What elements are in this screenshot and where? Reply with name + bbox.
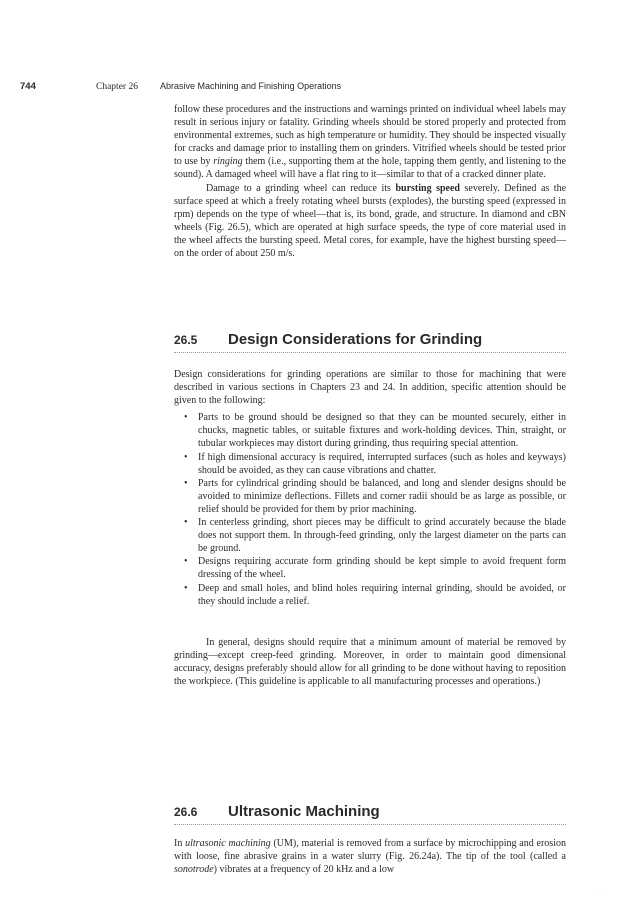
list-item: • If high dimensional accuracy is required, interrupted surfaces (such as holes and keyways) should be avoided, as they can cause vibrations and chatter. — [184, 451, 566, 476]
list-item: • Deep and small holes, and blind holes requiring internal grinding, should be avoided, or they should include a relief. — [184, 582, 566, 607]
running-head — [20, 79, 341, 93]
bullet-icon: • — [184, 517, 188, 529]
section-heading-26-6 — [174, 802, 566, 825]
list-item: • Parts for cylindrical grinding should be balanced, and long and slender designs should be avoided to minimize deflections. Fillets and corner radii should be as large as possible, or relief should be provided for them by prior machining. — [184, 477, 566, 515]
section-26-6-body — [174, 837, 566, 876]
bullet-icon: • — [184, 477, 188, 489]
bullet-icon: • — [184, 556, 188, 568]
design-guidelines-list — [174, 411, 566, 607]
list-item: • In centerless grinding, short pieces may be difficult to grind accurately because the blade does not support them. In through-feed grinding, only the largest diameter on the parts can be ground. — [184, 517, 566, 555]
term-sonotrode: sonotrode — [174, 864, 214, 876]
list-item: • Parts to be ground should be designed so that they can be mounted securely, either in chucks, magnetic tables, or suitable fixtures and work-holding devices. Thin, straight, or tubular workpieces may distort during grinding, thus requiring special attention. — [184, 412, 566, 450]
bullet-icon: • — [184, 582, 188, 594]
paragraph-safety: follow these procedures and the instructions and warnings printed on individual wheel labels may result in serious injury or fatality. Grinding wheels should be stored properly and protected from environmental extremes, such as high temperature or humidity. They should be inspected visually for cracks and damage prior to installing them on grinders. Vitrified wheels should be tested prior to use by ringing them (i.e., supporting them at the hole, tapping them gently, and listening to the sound). A damaged wheel will have a flat ring to it—similar to that of a cracked dinner plate. — [174, 104, 566, 181]
section-intro: Design considerations for grinding operations are similar to those for machining that were described in various sections in Chapters 23 and 24. In addition, specific attention should be given to the following: — [174, 369, 566, 407]
chapter-label: Chapter 26 — [96, 82, 138, 92]
term-ultrasonic-machining: ultrasonic machining — [185, 838, 271, 849]
term-bursting-speed: bursting speed — [395, 182, 460, 194]
bullet-icon: • — [184, 451, 188, 463]
scan-mark: . — [599, 889, 601, 895]
section-26-5-body — [174, 368, 566, 608]
section-heading-26-5 — [174, 330, 566, 353]
paragraph-bursting-speed: Damage to a grinding wheel can reduce its bursting speed severely. Defined as the surface speed at which a freely rotating wheel bursts (explodes), the bursting speed (expressed in rpm) depends on the type of wheel—that is, its bond, grade, and structure. In diamond and cBN wheels (Fig. 26.5), which are operated at high surface speeds, the type of core material used in the wheel affects the bursting speed. Metal cores, for example, have the highest bursting speed—on the order of about 250 m/s. — [174, 182, 567, 260]
section-title: Design Considerations for Grinding — [228, 331, 483, 348]
closing-paragraph: In general, designs should require that a minimum amount of material be removed by grinding—except creep-feed grinding. Moreover, in order to maintain good dimensional accuracy, designs preferably should allow for all grinding to be done without having to reposition the workpiece. (This guideline is applicable to all manufacturing processes and operations.) — [174, 637, 566, 688]
bullet-icon: • — [184, 412, 188, 424]
list-item: • Designs requiring accurate form grinding should be kept simple to avoid frequent form dressing of the wheel. — [184, 556, 566, 581]
paragraph-ultrasonic: In ultrasonic machining (UM), material is removed from a surface by microchipping and erosion with loose, fine abrasive grains in a water slurry (Fig. 26.24a). The tip of the tool (called a sonotrode) vibrates at a frequency of 20 kHz and a low — [174, 838, 566, 876]
section-26-5-closing — [174, 636, 566, 688]
section-title: Ultrasonic Machining — [228, 803, 380, 820]
section-number: 26.5 — [174, 333, 198, 347]
section-number: 26.6 — [174, 805, 198, 819]
term-ringing: ringing — [213, 156, 243, 168]
page-number: 744 — [20, 81, 36, 92]
opening-text — [174, 103, 566, 260]
chapter-title: Abrasive Machining and Finishing Operations — [160, 81, 342, 91]
